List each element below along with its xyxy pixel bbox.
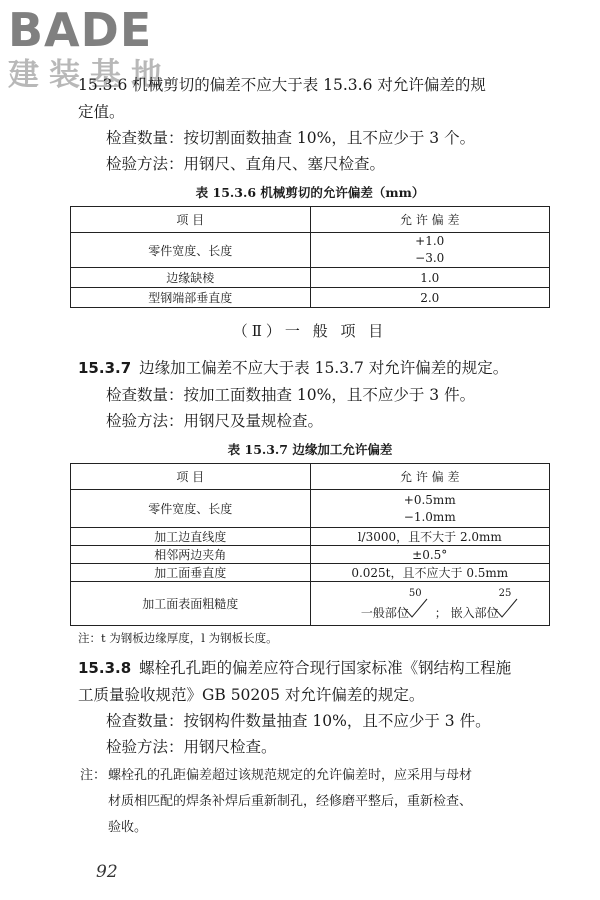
roughness-embedded-label: 嵌入部位	[450, 606, 499, 620]
clause-15-3-8-note	[80, 763, 568, 841]
clause-15-3-6-method: 检验方法：用钢尺、直角尺、塞尺检查。	[106, 155, 386, 173]
table-cell-value: 2.0	[310, 288, 550, 308]
table-row	[71, 546, 550, 564]
table-cell-item: 边缘缺棱	[71, 268, 311, 288]
clause-15-3-7-check: 检查数量：按加工面数抽查 10%，且不应少于 3 件。	[106, 386, 476, 404]
roughness-general-label: 一般部位	[360, 606, 409, 620]
table-row	[71, 528, 550, 546]
clause-15-3-8-check: 检查数量：按钢构件数量抽查 10%，且不应少于 3 件。	[106, 712, 491, 730]
table-row	[71, 288, 550, 308]
note-label: 注：	[80, 768, 107, 783]
clause-15-3-7	[78, 355, 556, 382]
clause-text: 边缘加工偏差不应大于表 15.3.7 对允许偏差的规定。	[139, 359, 509, 377]
table-header-item: 项 目	[71, 464, 311, 490]
clause-text: 螺栓孔孔距的偏差应符合现行国家标准《钢结构工程施	[139, 659, 512, 677]
note-line: 材质相匹配的焊条补焊后重新制孔，经修磨平整后，重新检查、	[108, 794, 473, 809]
table-cell-item: 加工面表面粗糙度	[71, 582, 311, 626]
table-15-3-7-note: 注：t 为钢板边缘厚度，l 为钢板长度。	[78, 631, 278, 645]
section-heading-general: （Ⅱ）一 般 项 目	[232, 322, 388, 340]
table-header-tolerance: 允 许 偏 差	[310, 207, 550, 233]
table-row	[71, 564, 550, 582]
clause-number: 15.3.7	[78, 359, 132, 377]
note-line: 螺栓孔的孔距偏差超过该规范规定的允许偏差时，应采用与母材	[108, 768, 473, 783]
table-row	[71, 490, 550, 528]
clause-number: 15.3.8	[78, 659, 132, 677]
table-cell-item: 加工边直线度	[71, 528, 311, 546]
table-cell-value: l/3000，且不大于 2.0mm	[310, 528, 550, 546]
clause-15-3-8-line2: 工质量验收规范》GB 50205 对允许偏差的规定。	[78, 686, 425, 704]
table-cell-value	[310, 233, 550, 268]
roughness-symbol-icon	[403, 597, 429, 619]
roughness-general-value: 50	[408, 588, 422, 599]
clause-15-3-8-method: 检验方法：用钢尺检查。	[106, 738, 277, 756]
roughness-embedded	[450, 588, 512, 621]
table-15-3-7-caption: 表 15.3.7 边缘加工允许偏差	[227, 442, 393, 457]
clause-15-3-6-line2: 定值。	[78, 103, 125, 121]
value-upper: +1.0	[415, 234, 445, 248]
table-cell-value	[310, 582, 550, 626]
value-lower: −1.0mm	[403, 509, 456, 524]
table-cell-item: 加工面垂直度	[71, 564, 311, 582]
table-cell-value: 0.025t，且不应大于 0.5mm	[310, 564, 550, 582]
table-cell-item: 零件宽度、长度	[71, 233, 311, 268]
clause-15-3-7-method: 检验方法：用钢尺及量规检查。	[106, 412, 324, 430]
note-line: 验收。	[108, 820, 148, 835]
table-cell-item: 零件宽度、长度	[71, 490, 311, 528]
value-upper: +0.5mm	[403, 492, 456, 507]
clause-15-3-6-line1: 15.3.6 机械剪切的偏差不应大于表 15.3.6 对允许偏差的规	[78, 76, 486, 94]
table-cell-value: 1.0	[310, 268, 550, 288]
table-row	[71, 233, 550, 268]
table-15-3-6-caption: 表 15.3.6 机械剪切的允许偏差（mm）	[195, 185, 425, 200]
table-header-item: 项 目	[71, 207, 311, 233]
clause-15-3-6-check: 检查数量：按切割面数抽查 10%，且不应少于 3 个。	[106, 129, 476, 147]
table-cell-value: ±0.5°	[310, 546, 550, 564]
roughness-separator: ；	[434, 606, 447, 620]
logo-wordmark: BADE	[8, 3, 153, 57]
roughness-embedded-value: 25	[498, 588, 512, 599]
table-row	[71, 268, 550, 288]
clause-15-3-8-line1	[78, 655, 556, 682]
table-15-3-6	[70, 206, 550, 308]
roughness-general	[360, 588, 422, 621]
table-row	[71, 582, 550, 626]
logo-subtitle: 建装基地	[8, 57, 172, 93]
value-lower: −3.0	[415, 251, 445, 265]
table-cell-item: 相邻两边夹角	[71, 546, 311, 564]
table-cell-value	[310, 490, 550, 528]
table-cell-item: 型钢端部垂直度	[71, 288, 311, 308]
roughness-symbol-icon	[493, 597, 519, 619]
table-15-3-7	[70, 463, 550, 626]
table-header-tolerance: 允 许 偏 差	[310, 464, 550, 490]
page-number: 92	[96, 862, 118, 882]
